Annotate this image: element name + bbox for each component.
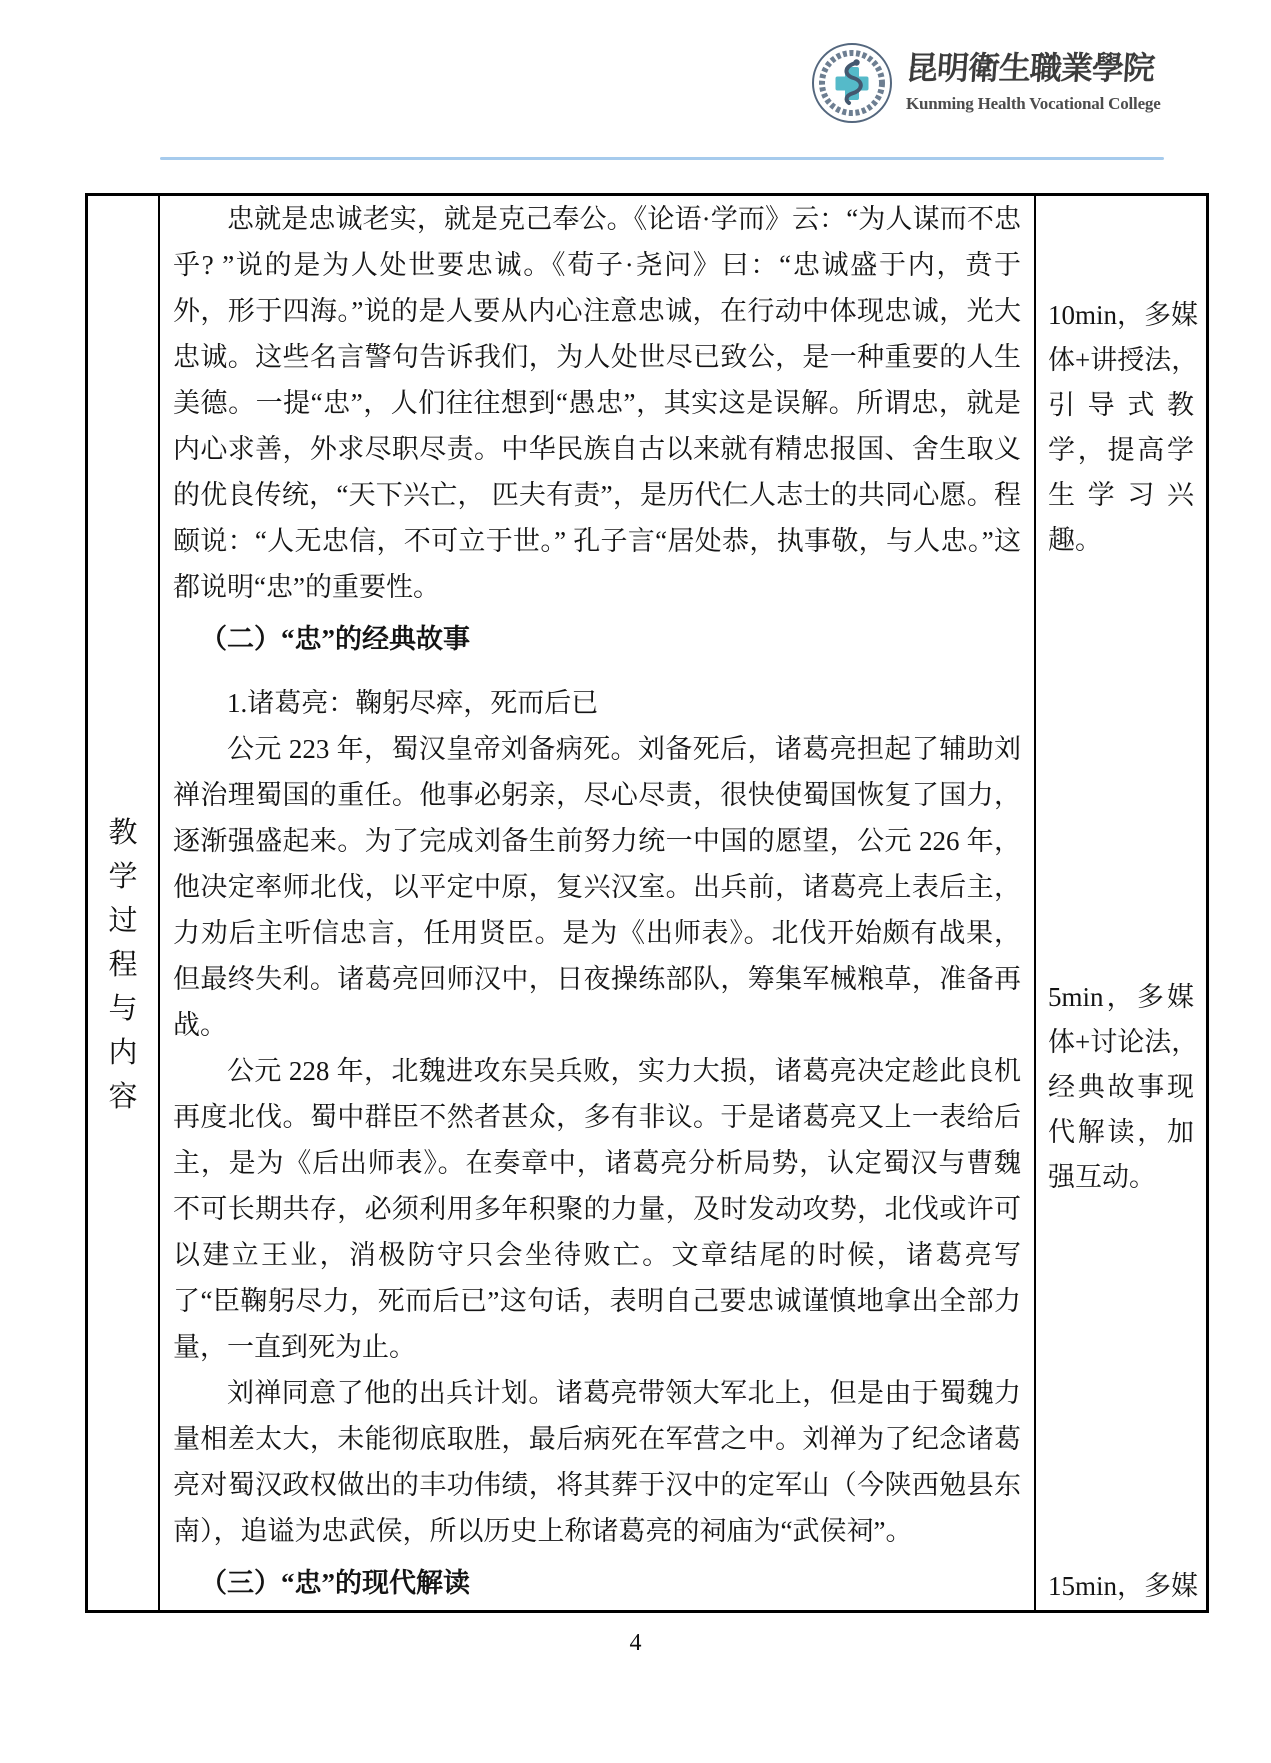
- paragraph-year-223: 公元 223 年，蜀汉皇帝刘备病死。刘备死后，诸葛亮担起了辅助刘禅治理蜀国的重任。他事必躬亲，尽心尽责，很快使蜀国恢复了国力，逐渐强盛起来。为了完成刘备生前努力统一中国的愿望，公元 226 年，他决定率师北伐，以平定中原，复兴汉室。出兵前，诸葛亮上表后主，力劝后主听信忠言，任用贤臣。是为《出师表》。北伐开始颇有战果，但最终失利。诸葛亮回师汉中，日夜操练部队，筹集军械粮草，准备再战。: [173, 734, 1021, 1040]
- page-number: 4: [629, 1630, 642, 1656]
- content-cell: [160, 196, 1036, 1610]
- time-note-15min: 15min，多媒: [1048, 1571, 1199, 1601]
- lesson-plan-table: [85, 193, 1209, 1613]
- time-method-cell: [1036, 196, 1206, 1610]
- row-header-label: 教 学 过 程 与 内 容: [108, 817, 138, 1113]
- college-wordmark: [906, 38, 1161, 114]
- paragraph-liu-shan: 刘禅同意了他的出兵计划。诸葛亮带领大军北上，但是由于蜀魏力量相差太大，未能彻底取胜，最后病死在军营之中。刘禅为了纪念诸葛亮对蜀汉政权做出的丰功伟绩，将其葬于汉中的定军山（今陕西勉县东南），追谥为忠武侯，所以历史上称诸葛亮的祠庙为“武侯祠”。: [173, 1378, 1021, 1546]
- time-note-lecture-10min: 10min，多媒 体+讲授法， 引导式教 学，提高学 生学习兴 趣。: [1048, 300, 1199, 555]
- header-divider-line: [160, 157, 1164, 160]
- time-note-discussion-5min: 5min，多媒 体+讨论法， 经典故事现 代解读，加 强互动。: [1048, 982, 1199, 1192]
- section-heading-modern-interpretation: （三）“忠”的现代解读: [200, 1568, 470, 1598]
- college-logo: [810, 38, 1161, 130]
- college-name-en: Kunming Health Vocational College: [906, 94, 1161, 113]
- paragraph-year-228: 公元 228 年，北魏进攻东吴兵败，实力大损，诸葛亮决定趁此良机再度北伐。蜀中群臣不然者甚众，多有非议。于是诸葛亮又上一表给后主，是为《后出师表》。在奏章中，诸葛亮分析局势，认定蜀汉与曹魏不可长期共存，必须利用多年积聚的力量，及时发动攻势，北伐或许可以建立王业，消极防守只会坐待败亡。文章结尾的时候，诸葛亮写了“臣鞠躬尽力，死而后已”这句话，表明自己要忠诚谨慎地拿出全部力量，一直到死为止。: [173, 1056, 1021, 1362]
- college-name-zh: 昆明衛生職業學院: [904, 50, 1156, 86]
- section-heading-classic-stories: （二）“忠”的经典故事: [200, 624, 470, 654]
- college-seal-icon: [810, 38, 894, 126]
- row-header-cell-teaching-process: [88, 196, 160, 1610]
- subheading-zhuge-liang: 1.诸葛亮：鞠躬尽瘁，死而后已: [227, 688, 599, 718]
- paragraph-loyalty-intro: 忠就是忠诚老实，就是克己奉公。《论语·学而》云：“为人谋而不忠乎? ”说的是为人处世要忠诚。《荀子·尧问》曰：“忠诚盛于内，贲于外，形于四海。”说的是人要从内心注意忠诚，在行动中体现忠诚，光大忠诚。这些名言警句告诉我们，为人处世尽已致公，是一种重要的人生美德。一提“忠”，人们往往想到“愚忠”，其实这是误解。所谓忠，就是内心求善，外求尽职尽责。中华民族自古以来就有精忠报国、舍生取义的优良传统，“天下兴亡， 匹夫有责”，是历代仁人志士的共同心愿。程颐说：“人无忠信，不可立于世。” 孔子言“居处恭，执事敬，与人忠。”这都说明“忠”的重要性。: [173, 204, 1021, 602]
